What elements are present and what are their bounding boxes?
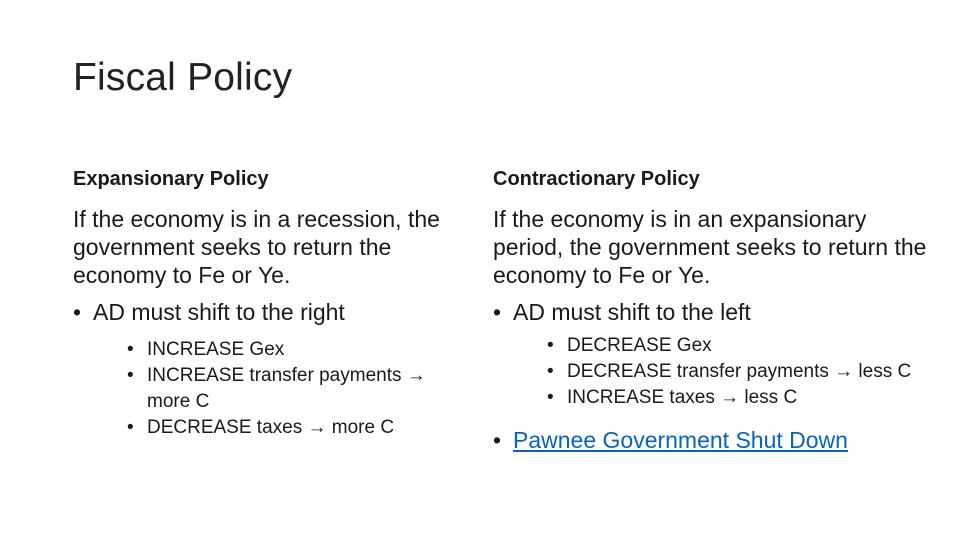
contractionary-bullet xyxy=(493,297,933,411)
video-link-item xyxy=(493,425,933,455)
contractionary-subbullet-1: • DECREASE Gex xyxy=(547,333,933,359)
expansionary-subbullet-1: • INCREASE Gex xyxy=(127,337,453,363)
expansionary-heading: Expansionary Policy xyxy=(73,168,269,190)
contractionary-bullet-text: AD must shift to the left xyxy=(513,299,751,325)
expansionary-bullets xyxy=(73,297,453,441)
expansionary-bullet xyxy=(73,297,453,441)
contractionary-subbullet-2: • DECREASE transfer payments → less C xyxy=(547,359,933,385)
expansionary-subbullets xyxy=(93,337,453,441)
contractionary-column xyxy=(493,168,933,455)
expansionary-bullet-text: AD must shift to the right xyxy=(93,299,345,325)
contractionary-heading: Contractionary Policy xyxy=(493,168,700,190)
contractionary-subbullets xyxy=(513,333,933,411)
expansionary-intro: If the economy is in a recession, the government seeks to return the economy to Fe or Ye. xyxy=(73,206,440,288)
expansionary-subbullet-3: • DECREASE taxes → more C xyxy=(127,415,453,441)
pawnee-shutdown-link[interactable]: Pawnee Government Shut Down xyxy=(513,427,848,453)
expansionary-subbullet-2: • INCREASE transfer payments → more C xyxy=(127,363,453,415)
contractionary-intro: If the economy is in an expansionary period, the government seeks to return the economy to Fe or Ye. xyxy=(493,206,927,288)
expansionary-column xyxy=(73,168,453,441)
slide-title: Fiscal Policy xyxy=(73,56,293,99)
contractionary-bullets xyxy=(493,297,933,455)
contractionary-subbullet-3: • INCREASE taxes → less C xyxy=(547,385,933,411)
